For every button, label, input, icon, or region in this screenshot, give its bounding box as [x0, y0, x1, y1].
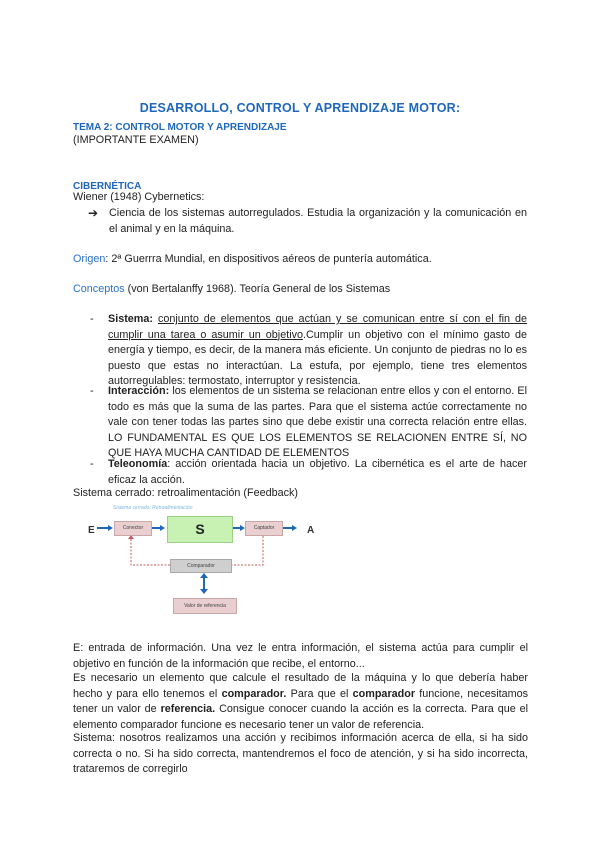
captador-box: Captador: [245, 521, 283, 536]
item-interaccion: [108, 384, 527, 462]
diagram-label-a: A: [307, 525, 315, 536]
sistema-explanation: .Cumplir un objetivo con el mínimo gasto de energía y tiempo, es decir, de la manera más eficiente. Un conjunto de piedras no lo es puesto que estas no interactúan. La estufa, por ejemplo, tiene tres elementos autorregulables: termostato, interruptor y resistencia.: [108, 328, 527, 387]
p2-text-g: Consigue conocer cuando la acción es la correcta. Para que el elemento comparador funcione es necesario tener un valor de referencia.: [73, 703, 528, 731]
origen-line: [73, 252, 432, 268]
paragraph-entrada: E: entrada de información. Una vez le entra información, el sistema actúa para cumplir el objetivo en función de la información que recibe, el entorno...: [73, 642, 528, 670]
section-heading-cibernetica: CIBERNÉTICA: [73, 181, 142, 192]
cibernetica-definition: Ciencia de los sistemas autorregulados. Estudia la organización y la comunicación en el animal y en la máquina.: [109, 207, 527, 235]
diagram-caption: Sistema cerrado: Retroalimentación: [113, 505, 193, 511]
interaccion-text: los elementos de un sistema se relacionan entre ellos y con el entorno. El todo es más que la suma de las partes. Para que el sistema actúe correctamente no vale con tener todas las partes sino que debe existir una correcta relación entre ellas. LO FUNDAMENTAL ES QUE LOS ELEMENTOS SE RELACIONEN ENTRE SÍ, NO QUE HAYA MUCHA CANTIDAD DE ELEMENTOS: [108, 385, 527, 459]
diagram-label-e: E: [88, 525, 95, 536]
interaccion-term: Interacción:: [108, 385, 170, 397]
paragraph-sistema: Sistema: nosotros realizamos una acción y recibimos información acerca de ella, si ha sido correcta o no. Si ha sido correcta, mantendremos el foco de atención, y si ha sido incorrecta, trataremos de corregirlo: [73, 732, 528, 775]
origen-label: Origen: [73, 253, 106, 265]
item-sistema: [108, 312, 527, 390]
exam-note: (IMPORTANTE EXAMEN): [73, 134, 199, 146]
feedback-diagram: [80, 503, 330, 618]
valor-referencia-box: Valor de referencia: [173, 598, 237, 614]
p2-text-e: funcione, necesitamos tener un valor de: [73, 687, 528, 715]
subtitle: TEMA 2: CONTROL MOTOR Y APRENDIZAJE: [73, 122, 287, 133]
conceptos-label: Conceptos: [73, 283, 125, 295]
s-box: S: [167, 516, 233, 543]
p2-text-c: Para que el: [286, 687, 353, 700]
bullet-dash: -: [90, 458, 94, 470]
p2-bold-comparador-2: comparador: [352, 687, 416, 700]
p2-bold-referencia: referencia.: [160, 703, 216, 715]
bullet-dash: -: [90, 385, 94, 397]
conector-box: Conector: [114, 521, 152, 536]
wiener-line: Wiener (1948) Cybernetics:: [73, 191, 205, 203]
sistema-cerrado-line: Sistema cerrado: retroalimentación (Feedback): [73, 487, 299, 499]
origen-text: : 2ª Guerrra Mundial, en dispositivos aéreos de puntería automática.: [105, 253, 432, 265]
page-title: DESARROLLO, CONTROL Y APRENDIZAJE MOTOR:: [139, 101, 461, 115]
p2-bold-comparador: comparador.: [221, 687, 287, 700]
p2-text-a: Es necesario un elemento que calcule el resultado de la máquina y lo que debería haber hecho y para ello tenemos el: [73, 672, 528, 700]
item-teleonomia: [108, 457, 527, 488]
sistema-term: Sistema:: [108, 313, 154, 325]
arrow-right-icon: ➔: [88, 206, 99, 220]
conceptos-line: [73, 282, 390, 298]
comparador-box: Comparador: [170, 559, 232, 573]
teleonomia-text: : acción orientada hacia un objetivo. La cibernética es el arte de hacer eficaz la acción.: [108, 458, 527, 486]
teleonomia-term: Teleonomía: [108, 458, 168, 470]
paragraph-comparador: [73, 671, 528, 733]
conceptos-text: (von Bertalanffy 1968). Teoría General de los Sistemas: [124, 283, 391, 295]
sistema-definition: conjunto de elementos que actúan y se comunican entre sí con el fin de cumplir una tarea o asumir un objetivo: [108, 313, 527, 341]
bullet-dash: -: [90, 313, 94, 325]
